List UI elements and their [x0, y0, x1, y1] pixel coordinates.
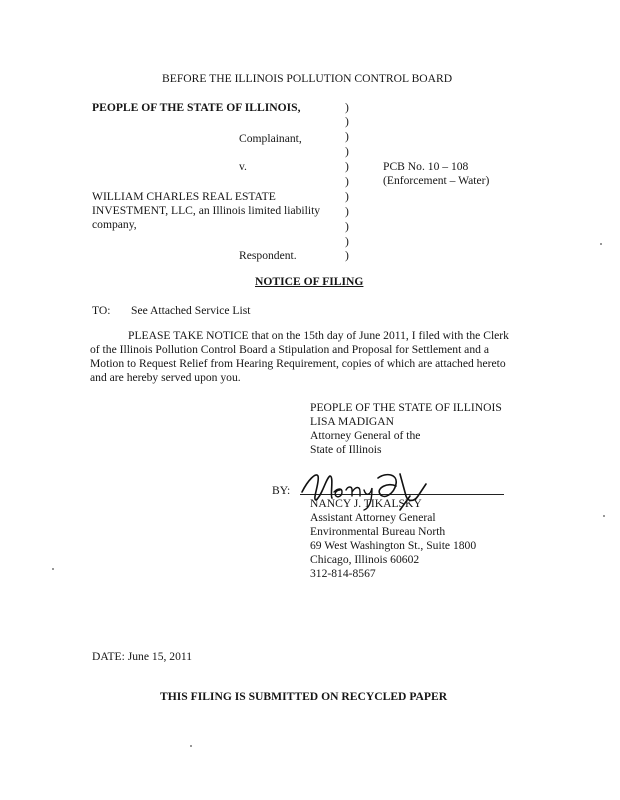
- case-number: PCB No. 10 – 108: [383, 160, 469, 173]
- caption-paren: ): [345, 175, 349, 188]
- case-type: (Enforcement – Water): [383, 174, 490, 187]
- defendant-line: INVESTMENT, LLC, an Illinois limited liability: [92, 204, 321, 217]
- party-line: State of Illinois: [310, 443, 382, 456]
- body-line: of the Illinois Pollution Control Board a Stipulation and Proposal for Settlement and a: [90, 343, 489, 356]
- plaintiff-name: PEOPLE OF THE STATE OF ILLINOIS,: [92, 101, 301, 114]
- notice-body: [90, 329, 540, 385]
- defendant-line: WILLIAM CHARLES REAL ESTATE: [92, 190, 276, 203]
- party-line: PEOPLE OF THE STATE OF ILLINOIS: [310, 401, 502, 414]
- body-line: and are hereby served upon you.: [90, 371, 241, 384]
- complainant-label: Complainant,: [239, 132, 302, 145]
- notice-heading: NOTICE OF FILING: [255, 275, 364, 288]
- scan-speck: [52, 568, 54, 570]
- caption-paren: ): [345, 220, 349, 233]
- scan-speck: [190, 745, 192, 747]
- caption-paren: ): [345, 160, 349, 173]
- versus-label: v.: [239, 160, 247, 173]
- party-line: LISA MADIGAN: [310, 415, 395, 428]
- signer-line: Environmental Bureau North: [310, 525, 446, 538]
- defendant-line: company,: [92, 218, 137, 231]
- recycled-paper-footer: THIS FILING IS SUBMITTED ON RECYCLED PAPER: [160, 690, 448, 703]
- caption-paren: ): [345, 130, 349, 143]
- caption-paren: ): [345, 235, 349, 248]
- signer-line: Chicago, Illinois 60602: [310, 553, 420, 566]
- caption-paren: ): [345, 101, 349, 114]
- signature-text: Nancy J. Tikalsky: [296, 466, 304, 467]
- signer-line: Assistant Attorney General: [310, 511, 436, 524]
- respondent-label: Respondent.: [239, 249, 297, 262]
- to-value: See Attached Service List: [131, 304, 251, 317]
- scan-speck: [603, 515, 605, 517]
- by-label: BY:: [272, 484, 291, 497]
- signer-line: NANCY J. TIKALSKY: [310, 497, 422, 510]
- caption-paren: ): [345, 249, 349, 262]
- caption-paren: ): [345, 190, 349, 203]
- body-line: Motion to Request Relief from Hearing Requirement, copies of which are attached hereto: [90, 357, 506, 370]
- caption-paren: ): [345, 145, 349, 158]
- to-label: TO:: [92, 304, 111, 317]
- signer-line: 312-814-8567: [310, 567, 376, 580]
- board-title: BEFORE THE ILLINOIS POLLUTION CONTROL BOARD: [162, 72, 453, 85]
- caption-paren: ): [345, 115, 349, 128]
- caption-paren: ): [345, 205, 349, 218]
- signer-line: 69 West Washington St., Suite 1800: [310, 539, 477, 552]
- filing-date: DATE: June 15, 2011: [92, 650, 193, 663]
- body-line: PLEASE TAKE NOTICE that on the 15th day of June 2011, I filed with the Clerk: [128, 329, 509, 342]
- scan-speck: [600, 243, 602, 245]
- party-line: Attorney General of the: [310, 429, 421, 442]
